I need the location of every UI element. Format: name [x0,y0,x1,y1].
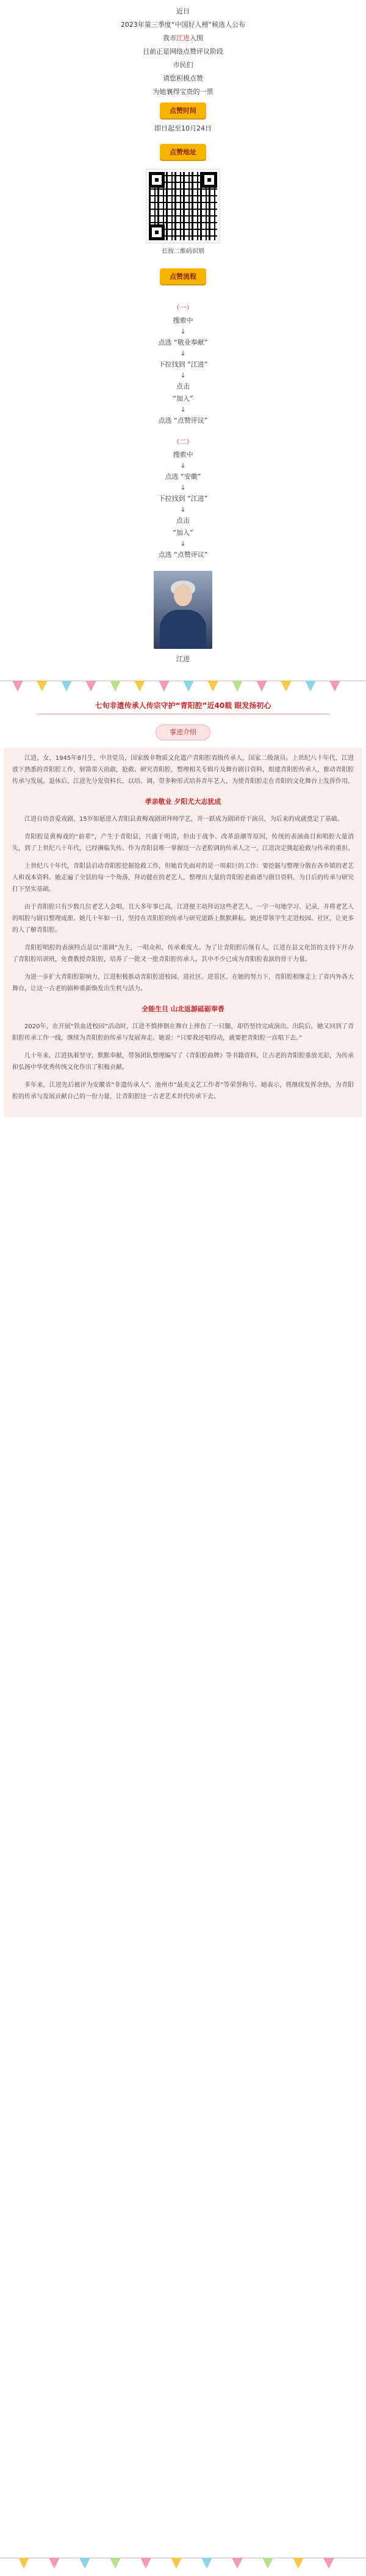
step-item: 点选 “敬业奉献” [158,338,208,346]
bunting-flag [140,2558,151,2569]
intro-line: 目前正是网络点赞评议阶段 [143,48,223,55]
candidate-name: 江进 [176,34,190,42]
step-item: 点击 [176,382,190,390]
bunting-flag [159,681,170,692]
down-arrow-icon: ↓ [180,540,186,548]
bunting-flag [305,681,316,692]
article-paragraph: 江进，女，1945年8月生，中共党员，国家级非物质文化遗产青阳腔省级传承人，国家二级演员。上世纪八十年代，江进放下熟悉的青阳腔工作，射箭常天前敢，抢救、研究青阳腔，整理相关专辑片及舞台剧目资料，组建青阳腔传承人，推动青阳腔传承与发展。退休后，江进先分发资料长，以培、调、带多种形式培养青年艺人，为使青阳腔走在青阳的文化舞台上发挥作用。 [12,755,354,785]
intro-line: 请您积极点赞 [163,74,203,82]
bunting-flag [85,681,96,692]
photo-face [174,584,192,606]
step-item: 下拉找到 “江进” [158,495,208,503]
intro-line: 为她襄得宝贵的一票 [152,88,214,96]
intro-text: 入围 [190,34,203,42]
profile-photo [154,571,212,649]
qr-finder [149,224,165,240]
bunting-flag [232,2558,243,2569]
article-paragraph: 青阳腔是黄梅戏的“前辈”，产生于青阳县，兴盛于明清，但由于战争、改革浪潮等原因，传统的表演曲目和唱腔大量消失，到了上世纪八十年代，已经濒临失传。作为青阳县唯一掌握这一古老腔调的传承人之一，江进决定挑起抢救与传承的重担。 [12,834,354,852]
article-paragraph: 上世纪八十年代，青阳县启动青阳腔挖掘抢救工作，但她首先面对的是一项艰巨的工作：要挖掘与整理分散在各乡镇的老艺人和戏本资料。她走遍了全县的每一个角落，拜访健在的老艺人，整理出大量的青阳腔老曲谱与剧目资料，为日后的传承与研究打下坚实基础。 [12,863,354,893]
article-body [4,748,362,1117]
photo-coat [160,610,206,649]
step-item: 搜索中 [173,451,193,459]
article-paragraph: 为进一步扩大青阳腔影响力，江进积极推动青阳腔进校园、进社区、进景区。在她的努力下，青阳腔相继走上了省内外各大舞台，让这一古老的剧种重新焕发出生机与活力。 [12,974,354,992]
article-paragraph: 青阳腔唱腔的表演特点是以“滚调”为主，一唱众和，传承难度大。为了让青阳腔后继有人，江进在县文化馆的支持下开办了青阳腔培训班，免费教授青阳腔，培养了一批又一批青阳腔传承人，其中不少已成为青阳腔表演的骨干力量。 [12,945,354,963]
step-group-title: （二） [173,438,193,446]
down-arrow-icon: ↓ [180,506,186,513]
vote-time-button[interactable]: 点赞时间 [160,102,206,118]
qr-finder [201,172,217,188]
bunting-flag [18,2558,29,2569]
step-item: 点击 [176,517,190,524]
article-paragraph: 由于青阳腔只有少数几位老艺人会唱，且大多年事已高，江进便主动拜访这些老艺人，一字一句地学习、记录，并将老艺人的唱腔与剧目整理成册。她几十年如一日，坚持在青阳腔的传承与研究道路上默默耕耘。她还带领学生走进校园、社区，让更多的人了解青阳腔。 [12,904,354,934]
article-paragraph: 江进自幼喜爱戏剧，15岁如愿进入青阳县黄梅戏剧团拜师学艺，并一跃成为剧团骨干演员，为后来的成就奠定了基础。 [24,816,343,823]
step-item: “加入” [173,395,193,402]
bunting-flag [49,2558,60,2569]
qr-code[interactable] [146,170,220,243]
story-badge: 事迹介绍 [156,724,210,740]
down-arrow-icon: ↓ [180,406,186,413]
bunting-flag [79,2558,90,2569]
intro-line: 市民们 [173,61,193,69]
bunting-flag [134,681,145,692]
article-banner-title: 七旬非遗传承人传宗守护“青阳腔”近40载 眼发扬初心 [37,698,329,715]
bunting-flag [207,681,218,692]
bunting-flag [12,681,23,692]
down-arrow-icon: ↓ [180,371,186,379]
article-subheading: 全能生旦 山北返源砥砺奉香 [142,1005,224,1013]
profile-name: 江进 [176,655,190,663]
bunting-flag [329,681,340,692]
article-subheading: 孝亲敬业 夕阳尤大志犹成 [145,798,221,806]
bunting-flag [232,681,243,692]
intro-section [0,0,366,288]
bunting-flag [61,681,72,692]
intro-text: 我市 [163,34,176,42]
bunting-flag [293,2558,304,2569]
intro-line: 近日 [176,7,190,15]
down-arrow-icon: ↓ [180,484,186,492]
step-item: 点选 “点赞评议” [158,551,208,559]
bunting-flag [171,2558,182,2569]
qr-caption: 长按二维码识别 [162,248,204,255]
step-item: 搜索中 [173,317,193,324]
bunting-flag [256,681,267,692]
qr-finder [149,172,165,188]
intro-line: 2023年第三季度“中国好人榜”候选人公布 [120,21,246,29]
steps-section [0,288,366,561]
vote-address-button[interactable]: 点赞地址 [160,144,206,160]
down-arrow-icon: ↓ [180,462,186,470]
step-item: 点选 “安徽” [165,473,201,481]
article-paragraph: 2020年，在开展“铁血进校园”活动时，江进不慎摔倒在舞台上摔伤了一只腿，却仍坚持完成演出。出院后，她又回到了青阳腔传承工作一线，继续为青阳腔的传承与发展奔走。她说：“只要我还唱得动，就要把青阳腔一直唱下去。” [12,1023,354,1042]
article-paragraph: 几十年来，江进执着坚守，默默奉献，带领团队整理编写了《青阳腔曲牌》等书籍资料，让古老的青阳腔重放光彩，为传承和弘扬中华优秀传统文化作出了积极贡献。 [12,1053,354,1071]
footer-bunting-decoration [0,2552,366,2576]
bunting-decoration [0,674,366,695]
bunting-flag [262,2558,273,2569]
step-item: 点选 “点赞评议” [158,417,208,424]
intro-line [0,32,366,45]
bunting-flag [183,681,194,692]
bunting-flag [37,681,48,692]
down-arrow-icon: ↓ [180,349,186,357]
step-item: “加入” [173,529,193,537]
bunting-flag [110,2558,121,2569]
step-item: 下拉找到 “江进” [158,360,208,368]
bunting-flag [323,2558,334,2569]
bunting-flag [201,2558,212,2569]
vote-flow-button[interactable]: 点赞流程 [160,268,206,284]
bunting-flag [110,681,121,692]
bunting-flag [281,681,292,692]
step-group-title: （一） [173,304,193,312]
article-paragraph: 多年来，江进先后被评为安徽省“非遗传承人”、池州市“最美文艺工作者”等荣誉称号。她表示，将继续发挥余热，为青阳腔的传承与发展贡献自己的一份力量，让青阳腔这一古老艺术世代传承下去。 [12,1082,354,1100]
down-arrow-icon: ↓ [180,327,186,335]
deadline-text: 即日起至10月24日 [154,124,212,132]
